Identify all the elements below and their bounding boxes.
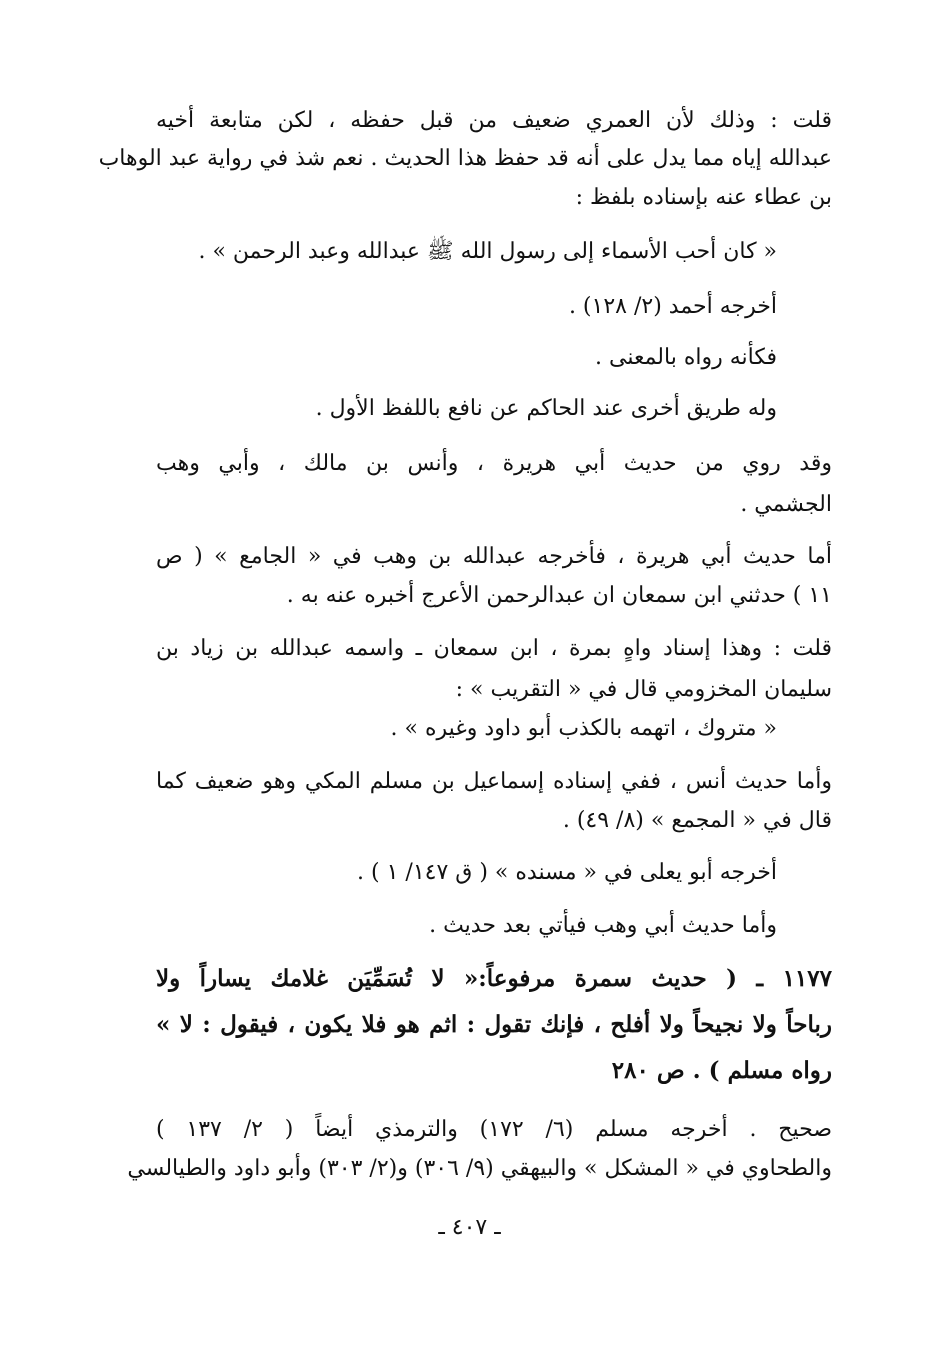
text-line: قلت : وهذا إسناد واهٍ بمرة ، ابن سمعان ـ واسمه عبدالله بن زياد بن [156,636,832,661]
text-line: أخرجه أحمد (٢/ ١٢٨) . [568,294,777,319]
text-line: قلت : وذلك لأن العمري ضعيف من قبل حفظه ، لكن متابعة أخيه [156,108,832,133]
text-line: عبدالله إياه مما يدل على أنه قد حفظ هذا الحديث . نعم شذ في رواية عبد الوهاب [98,146,832,171]
hadith-heading-line: رباحاً ولا نجيحاً ولا أفلح ، فإنك تقول : اثم هو فلا يكون ، فيقول : لا » [156,1011,832,1038]
hadith-heading-line: ١١٧٧ ـ ( حديث سمرة مرفوعاً:« لا تُسَمِّيَن غلامك يساراً ولا [156,965,832,992]
text-line: وله طريق أخرى عند الحاكم عن نافع باللفظ الأول . [315,396,777,421]
text-line: قال في « المجمع » (٨/ ٤٩) . [562,808,832,833]
text-line: أما حديث أبي هريرة ، فأخرجه عبدالله بن وهب في « الجامع » ( ص [156,544,832,569]
text-line: ١١ ) حدثني ابن سمعان ان عبدالرحمن الأعرج أخبره عنه به . [286,583,832,608]
hadith-heading-line: رواه مسلم ) . ص ٢٨٠ [611,1057,832,1084]
text-line: الجشمي . [740,492,832,517]
quoted-text: « متروك ، اتهمه بالكذب أبو داود وغيره » . [390,716,777,741]
text-line: فكأنه رواه بالمعنى . [595,345,777,370]
text-line: بن عطاء عنه بإسناده بلفظ : [575,185,832,210]
text-line: سليمان المخزومي قال في « التقريب » : [455,677,832,702]
page-number: ـ ٤٠٧ ـ [438,1215,501,1240]
quoted-text: « كان أحب الأسماء إلى رسول الله ﷺ عبدالله وعبد الرحمن » . [198,239,777,264]
text-line: صحيح . أخرجه مسلم (٦/ ١٧٢) والترمذي أيضاً ( ٢/ ١٣٧ ) [156,1117,832,1142]
text-line: والطحاوي في « المشكل » والبيهقي (٩/ ٣٠٦) و(٢/ ٣٠٣) وأبو داود والطيالسي [127,1156,832,1181]
text-line: وأما حديث أبي وهب فيأتي بعد حديث . [429,913,777,938]
text-line: وقد روي من حديث أبي هريرة ، وأنس بن مالك ، وأبي وهب [156,451,832,476]
text-line: وأما حديث أنس ، ففي إسناده إسماعيل بن مسلم المكي وهو ضعيف كما [156,769,832,794]
text-line: أخرجه أبو يعلى في « مسنده » ( ق ١٤٧/ ١ ) . [357,860,777,885]
